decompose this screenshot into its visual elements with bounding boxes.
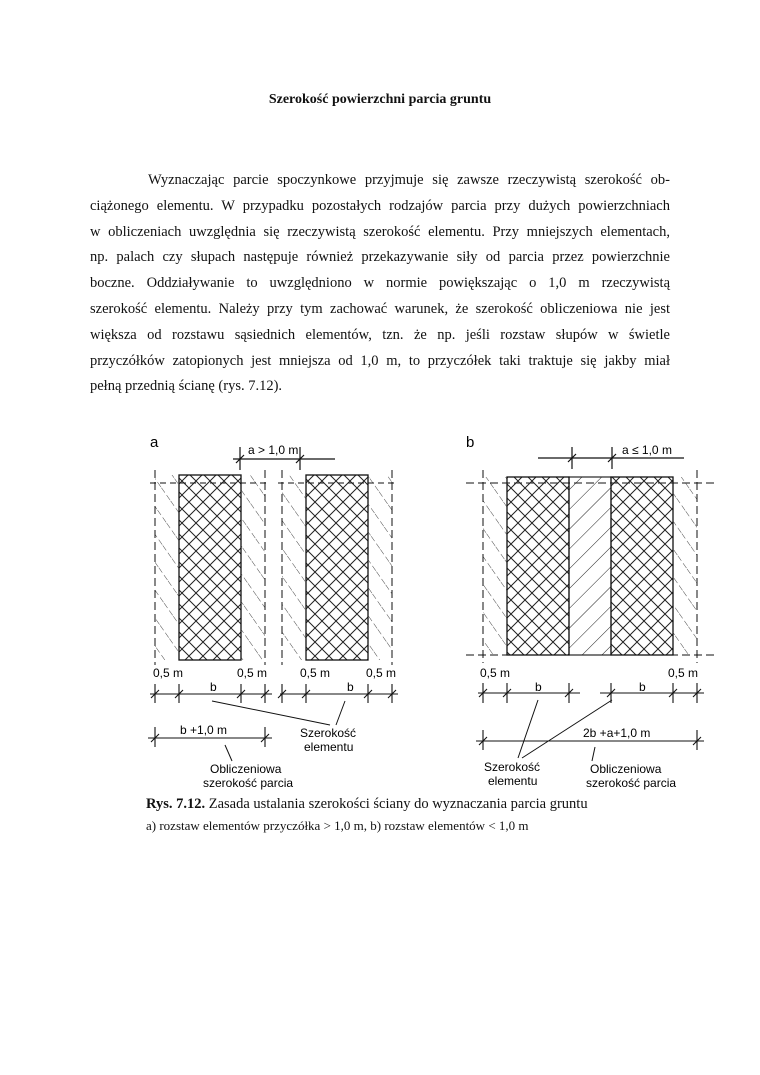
dim-label-0-5m: 0,5 m	[480, 666, 511, 680]
paragraph-line: przyczółków zatopionych jest mniejsza od 1,0 m, to przyczółek taki traktuje się jakby miał	[90, 352, 670, 369]
b-label: b	[210, 680, 217, 694]
calc-width-label: Obliczeniowa	[590, 762, 662, 776]
paragraph-line: pełną przednią ścianę (rys. 7.12).	[90, 378, 283, 395]
b-label: b	[347, 680, 354, 694]
caption-text: Zasada ustalania szerokości ściany do wyznaczania parcia gruntu	[208, 796, 588, 812]
dim-label-0-5m: 0,5 m	[366, 666, 397, 680]
soil-zone	[282, 475, 306, 660]
paragraph-line: w obliczeniach uwzględnia się rzeczywistą szerokość elementu. Przy mniejszych elementach,	[90, 223, 670, 240]
leader-line	[225, 745, 232, 761]
element-column	[306, 475, 368, 660]
dim-label-0-5m: 0,5 m	[668, 666, 699, 680]
leader-line	[592, 747, 595, 761]
element-width-label: Szerokość	[300, 726, 357, 740]
calc-width-label: Obliczeniowa	[210, 762, 282, 776]
soil-zone	[155, 475, 179, 660]
calc-width-label: szerokość parcia	[203, 776, 294, 790]
paragraph-line: boczne. Oddziaływanie to uwzględniono w normie powiększając o 1,0 m rzeczywistą	[90, 275, 670, 292]
figure-subcaption: a) rozstaw elementów przyczółka > 1,0 m, b) rozstaw elementów < 1,0 m	[146, 818, 529, 833]
dim-label-0-5m: 0,5 m	[237, 666, 268, 680]
element-column	[611, 477, 673, 655]
soil-zone	[241, 475, 265, 660]
panel-a	[148, 434, 398, 790]
paragraph-line: Wyznaczając parcie spoczynkowe przyjmuje się zawsze rzeczywistą szerokość ob-	[148, 172, 670, 188]
page-title: Szerokość powierzchni parcia gruntu	[268, 92, 492, 107]
b-label: b	[639, 680, 646, 694]
width-label: b +1,0 m	[180, 723, 228, 737]
paragraph-line: np. palach czy słupach następuje również przekazywanie siły od parcia przez powierzchnie	[90, 249, 670, 266]
soil-zone	[368, 475, 392, 660]
element-column	[179, 475, 241, 660]
figure-7-12	[0, 425, 760, 795]
paragraph-line: większa od rozstawu sąsiednich elementów, tzn. że np. jeśli rozstaw słupów w świetle	[90, 326, 670, 343]
body-paragraph	[90, 168, 670, 400]
soil-zone	[673, 477, 697, 655]
gap-zone	[569, 477, 611, 655]
panel-b	[466, 434, 718, 790]
leader-line	[336, 701, 345, 725]
paragraph-line: ciążonego elementu. W przypadku pozostałych rodzajów parcia przy dużych powierzchniach	[90, 197, 670, 214]
b-label: b	[535, 680, 542, 694]
paragraph-line: szerokość elementu. Należy przy tym zachować warunek, że szerokość obliczeniowa nie jest	[90, 300, 670, 317]
dim-label-0-5m: 0,5 m	[300, 666, 331, 680]
element-column	[507, 477, 569, 655]
width-label: 2b +a+1,0 m	[583, 726, 651, 740]
soil-zone	[483, 477, 507, 655]
element-width-label: elementu	[304, 740, 354, 754]
panel-a-label: a	[150, 434, 159, 451]
calc-width-label: szerokość parcia	[586, 776, 677, 790]
element-width-label: Szerokość	[484, 760, 541, 774]
dim-label-0-5m: 0,5 m	[153, 666, 184, 680]
spacing-label: a ≤ 1,0 m	[622, 443, 672, 457]
caption-number: Rys. 7.12.	[146, 796, 206, 812]
figure-caption	[146, 796, 666, 813]
element-width-label: elementu	[488, 774, 538, 788]
spacing-label: a > 1,0 m	[248, 443, 299, 457]
panel-b-label: b	[466, 434, 475, 451]
leader-line	[212, 701, 330, 725]
